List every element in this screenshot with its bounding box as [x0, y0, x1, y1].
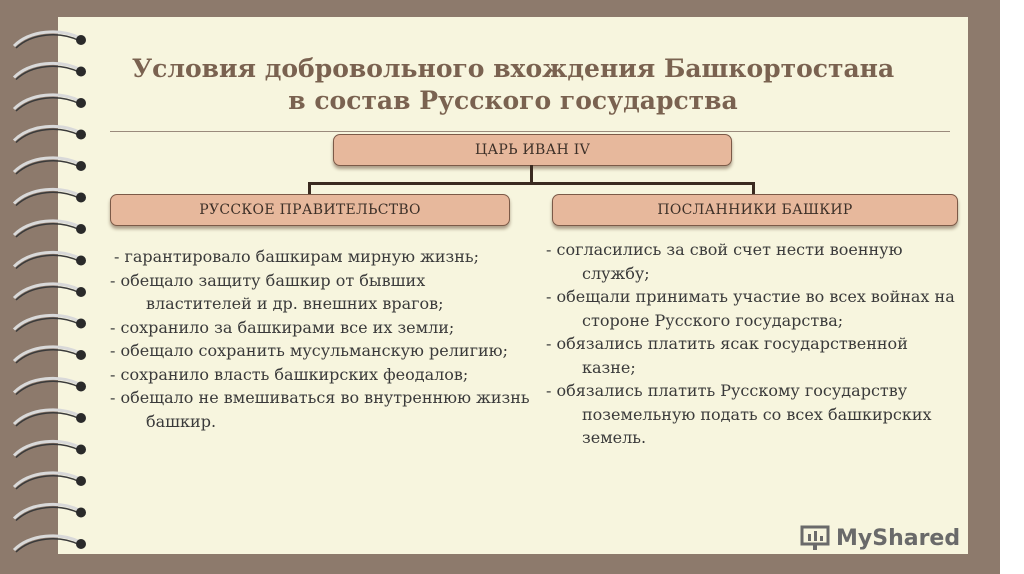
- russian-government-box: РУССКОЕ ПРАВИТЕЛЬСТВО: [110, 194, 510, 226]
- binding-hole: [76, 161, 86, 171]
- binding-ring: [14, 504, 80, 518]
- government-conditions-list: [110, 245, 530, 433]
- binding-hole: [76, 130, 86, 140]
- tsar-box: ЦАРЬ ИВАН IV: [333, 134, 732, 166]
- binding-hole: [76, 476, 86, 486]
- binding-hole: [76, 193, 86, 203]
- list-item: - обещало не вмешиваться во внутреннюю жизнь башкир.: [110, 388, 530, 431]
- binding-hole: [76, 67, 86, 77]
- spiral-binding: [0, 0, 110, 574]
- connector-vertical-top: [530, 165, 533, 183]
- binding-ring: [14, 126, 80, 140]
- binding-hole: [76, 508, 86, 518]
- binding-hole: [76, 445, 86, 455]
- binding-ring: [14, 473, 80, 487]
- connector-right-drop: [752, 182, 755, 194]
- title-divider: [110, 131, 950, 132]
- bashkir-envoys-box: ПОСЛАННИКИ БАШКИР: [552, 194, 958, 226]
- presentation-board-icon: [800, 524, 830, 552]
- list-item: - гарантировало башкирам мирную жизнь;: [114, 247, 480, 266]
- envoys-obligations-list: [546, 238, 966, 450]
- binding-hole: [76, 35, 86, 45]
- binding-hole: [76, 539, 86, 549]
- list-item: - обещали принимать участие во всех войнах на стороне Русского государства;: [546, 287, 955, 330]
- list-item: - обещало защиту башкир от бывших властителей и др. внешних врагов;: [110, 270, 444, 313]
- connector-left-drop: [308, 182, 311, 194]
- list-item: - согласились за свой счет нести военную службу;: [546, 240, 903, 283]
- binding-hole: [76, 287, 86, 297]
- slide-page: [58, 17, 968, 554]
- binding-ring: [14, 315, 80, 329]
- list-item: - обязались платить Русскому государству поземельную подать со всех башкирских земель.: [546, 381, 932, 447]
- binding-ring: [14, 221, 80, 235]
- binding-hole: [76, 98, 86, 108]
- connector-horizontal: [309, 182, 754, 185]
- list-item: - сохранило за башкирами все их земли;: [110, 317, 455, 337]
- list-item: - обязались платить ясак государственной казне;: [546, 334, 908, 377]
- binding-ring: [14, 63, 80, 77]
- binding-hole: [76, 319, 86, 329]
- binding-hole: [76, 350, 86, 360]
- binding-hole: [76, 382, 86, 392]
- binding-hole: [76, 224, 86, 234]
- title-line-2: в состав Русского государства: [288, 86, 738, 115]
- binding-ring: [14, 284, 80, 298]
- slide-title: [58, 53, 968, 117]
- binding-hole: [76, 413, 86, 423]
- watermark-text: MyShared: [836, 525, 961, 551]
- binding-ring: [14, 536, 80, 550]
- list-item: - обещало сохранить мусульманскую религию;: [110, 341, 508, 360]
- binding-ring: [14, 378, 80, 392]
- binding-ring: [14, 95, 80, 109]
- binding-ring: [14, 189, 80, 203]
- binding-hole: [76, 256, 86, 266]
- title-line-1: Условия добровольного вхождения Башкортостана: [131, 54, 895, 83]
- binding-ring: [14, 158, 80, 172]
- binding-ring: [14, 410, 80, 424]
- binding-ring: [14, 32, 80, 46]
- myshared-watermark: [800, 524, 960, 552]
- right-margin: [1000, 0, 1024, 574]
- binding-ring: [14, 252, 80, 266]
- binding-ring: [14, 347, 80, 361]
- binding-ring: [14, 441, 80, 455]
- list-item: - сохранило власть башкирских феодалов;: [110, 364, 469, 384]
